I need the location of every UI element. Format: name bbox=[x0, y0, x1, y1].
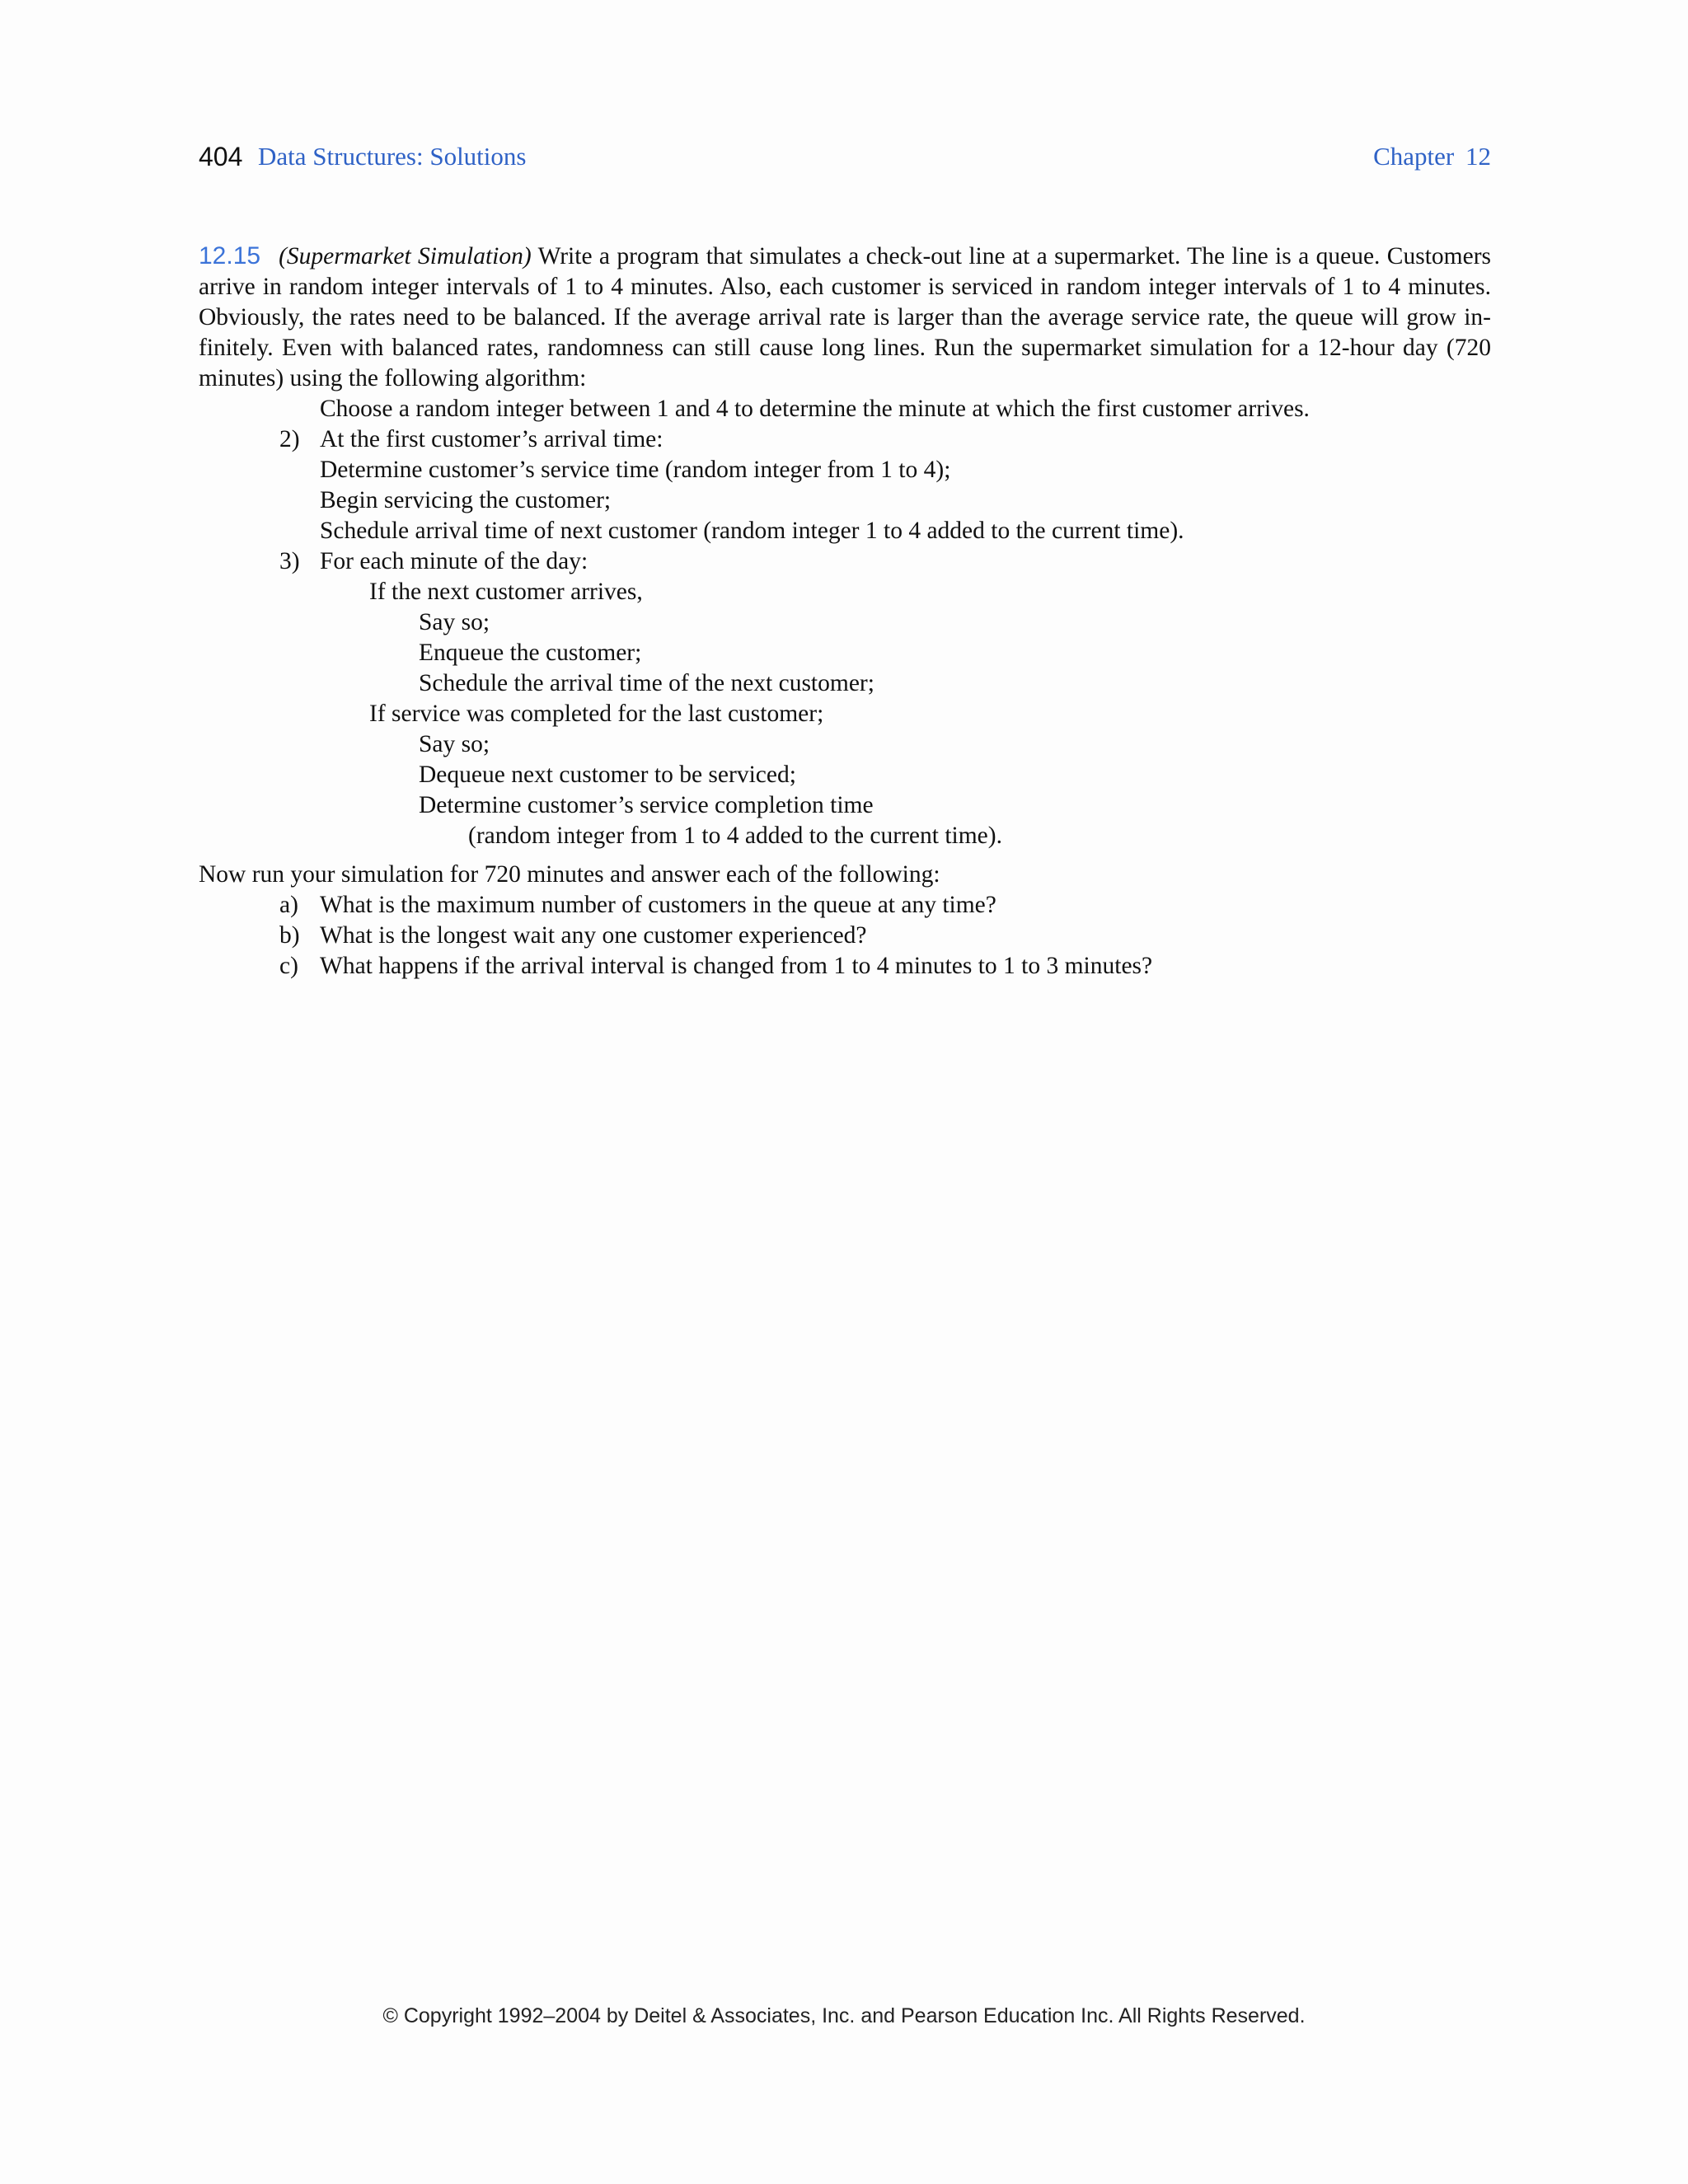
question-marker: b) bbox=[279, 922, 300, 949]
algorithm-line: Say so; bbox=[419, 731, 490, 757]
step-marker: 3) bbox=[279, 548, 300, 574]
spacer bbox=[199, 851, 1491, 860]
algorithm-line: Dequeue next customer to be serviced; bbox=[419, 762, 796, 788]
question-item: c) What happens if the arrival interval is changed from 1 to 4 minutes to 1 to 3 minutes? bbox=[199, 951, 1491, 982]
question-item: b) What is the longest wait any one customer experienced? bbox=[199, 921, 1491, 951]
page-number: 404 bbox=[199, 142, 243, 171]
exercise-body bbox=[199, 241, 1491, 982]
exercise-number: 12.15 bbox=[199, 242, 261, 269]
algorithm-line: Schedule arrival time of next customer (random integer 1 to 4 added to the current time). bbox=[320, 518, 1184, 544]
questions-intro: Now run your simulation for 720 minutes and answer each of the following: bbox=[199, 861, 940, 888]
running-header bbox=[199, 140, 1491, 176]
algorithm-line: (random integer from 1 to 4 added to the current time). bbox=[468, 823, 1002, 849]
algorithm-step-3: 3) For each minute of the day: bbox=[199, 546, 1491, 577]
algorithm-condition: If the next customer arrives, bbox=[369, 579, 643, 605]
step-marker: 2) bbox=[279, 426, 300, 452]
algorithm-line: Schedule the arrival time of the next customer; bbox=[419, 670, 874, 696]
algorithm-condition: If service was completed for the last customer; bbox=[369, 701, 824, 727]
algorithm-line: Enqueue the customer; bbox=[419, 640, 642, 666]
algorithm-line: Determine customer’s service time (random integer from 1 to 4); bbox=[320, 457, 951, 483]
question-marker: c) bbox=[279, 953, 298, 979]
exercise-intro-text: Write a program that simulates a check-out line at a supermarket. The line is a queue. Customers arrive in random integer intervals of 1 to 4 minutes. Also, each customer is serviced in random integer intervals of 1 to 4 minutes. Obviously, the rates need to be balanced. If the average arrival rate is larger than the average service rate, the queue will grow in- finitely. Even with balanced rates, randomness can still cause long lines. Run the supermarket simulation for a 12-hour day (720 minutes) using the following algorithm: bbox=[199, 243, 1491, 391]
question-item: a) What is the maximum number of customers in the queue at any time? bbox=[199, 890, 1491, 921]
question-marker: a) bbox=[279, 892, 298, 918]
algorithm-step-1: Choose a random integer between 1 and 4 to determine the minute at which the first customer arrives. bbox=[320, 396, 1310, 422]
algorithm-line: Begin servicing the customer; bbox=[320, 487, 612, 513]
algorithm-line: Say so; bbox=[419, 609, 490, 635]
exercise-title: (Supermarket Simulation) bbox=[279, 243, 532, 269]
chapter-label: Chapter 12 bbox=[1373, 142, 1491, 171]
copyright-footer: © Copyright 1992–2004 by Deitel & Associates, Inc. and Pearson Education Inc. All Rights Reserved. bbox=[382, 2004, 1306, 2027]
algorithm-line: Determine customer’s service completion time bbox=[419, 792, 874, 818]
algorithm-step-2: 2) At the first customer’s arrival time: bbox=[199, 424, 1491, 455]
exercise-intro-paragraph bbox=[199, 241, 1491, 394]
book-title: Data Structures: Solutions bbox=[258, 142, 527, 171]
